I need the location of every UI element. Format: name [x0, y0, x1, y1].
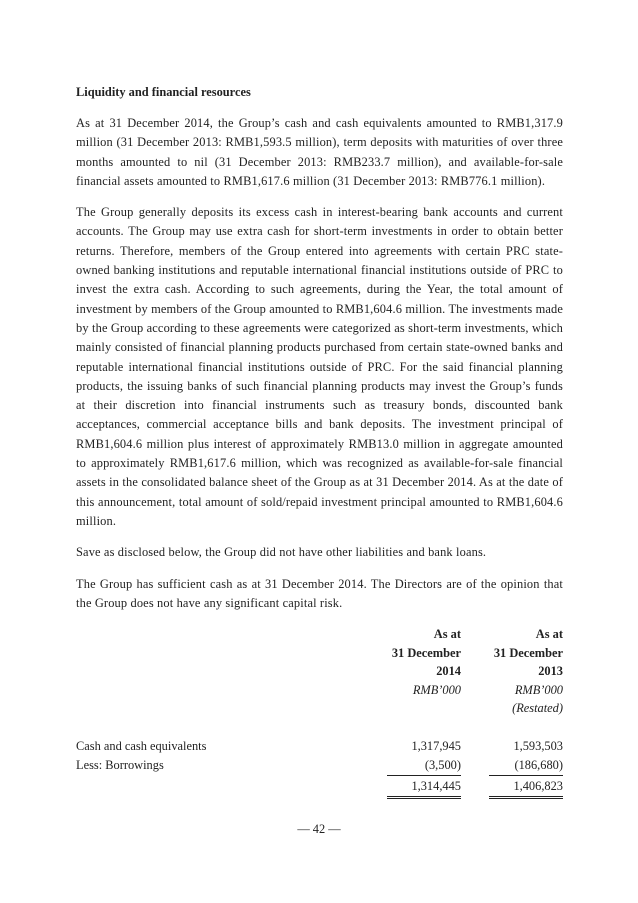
- paragraph-cash-position: As at 31 December 2014, the Group’s cash and cash equivalents amounted to RMB1,317.9 million (31 December 2013: RMB1,593.5 million), term deposits with maturities of over three months amounted to nil (31 December 2013: RMB233.7 million), and available-for-sale financial assets amounted to RMB1,617.6 million (31 December 2013: RMB776.1 million).: [76, 116, 563, 188]
- cell-borrowings-2014: (3,500): [387, 756, 461, 776]
- section-heading: Liquidity and financial resources: [76, 85, 251, 99]
- header-restated-note: (Restated): [512, 701, 563, 716]
- cell-total-2013: 1,406,823: [489, 777, 563, 799]
- header-as-at: As at: [433, 627, 461, 642]
- document-page: [76, 82, 563, 795]
- column-header-2013: [463, 625, 563, 718]
- row-label-cash: Cash and cash equivalents: [76, 739, 207, 754]
- paragraph-capital-risk: The Group has sufficient cash as at 31 December 2014. The Directors are of the opinion that the Group does not have any significant capital risk.: [76, 576, 563, 610]
- page-number: — 42 —: [297, 822, 341, 836]
- column-header-2014: [341, 625, 461, 699]
- cell-cash-2014: 1,317,945: [411, 739, 461, 754]
- header-date: 31 December: [391, 645, 461, 660]
- paragraph-investments: The Group generally deposits its excess cash in interest-bearing bank accounts and current accounts. The Group may use extra cash for short-term investments in order to obtain better returns. Therefore, members of the Group entered into agreements with certain PRC state-owned banking institutions and reputable international financial institutions outside of PRC to invest the extra cash. According to such agreements, during the Year, the total amount of investment by members of the Group amounted to RMB1,604.6 million. The investments made by the Group according to these agreements were categorized as short-term investments, which mainly consisted of financial planning products purchased from certain state-owned banks and reputable international financial institutions outside of PRC. For the said financial planning products, the issuing banks of such financial planning products may invest the Group’s funds at their discretion into financial instruments such as treasury bonds, discounted bank acceptances, commercial acceptance bills and bank deposits. The investment principal of RMB1,604.6 million plus interest of approximately RMB13.0 million in aggregate amounted to approximately RMB1,617.6 million, which was recognized as available-for-sale financial assets in the consolidated balance sheet of the Group as at 31 December 2014. As at the date of this announcement, total amount of sold/repaid investment principal amounted to RMB1,604.6 million.: [76, 205, 563, 528]
- header-as-at: As at: [535, 627, 563, 642]
- cell-total-2014: 1,314,445: [387, 777, 461, 799]
- header-year: 2014: [436, 664, 461, 679]
- header-date: 31 December: [493, 645, 563, 660]
- header-unit: RMB’000: [412, 682, 461, 697]
- header-unit: RMB’000: [514, 682, 563, 697]
- cell-cash-2013: 1,593,503: [513, 739, 563, 754]
- row-label-borrowings: Less: Borrowings: [76, 758, 164, 773]
- paragraph-liabilities: Save as disclosed below, the Group did not have other liabilities and bank loans.: [76, 545, 487, 560]
- cell-borrowings-2013: (186,680): [489, 756, 563, 776]
- header-year: 2013: [538, 664, 563, 679]
- cash-table: [76, 625, 563, 795]
